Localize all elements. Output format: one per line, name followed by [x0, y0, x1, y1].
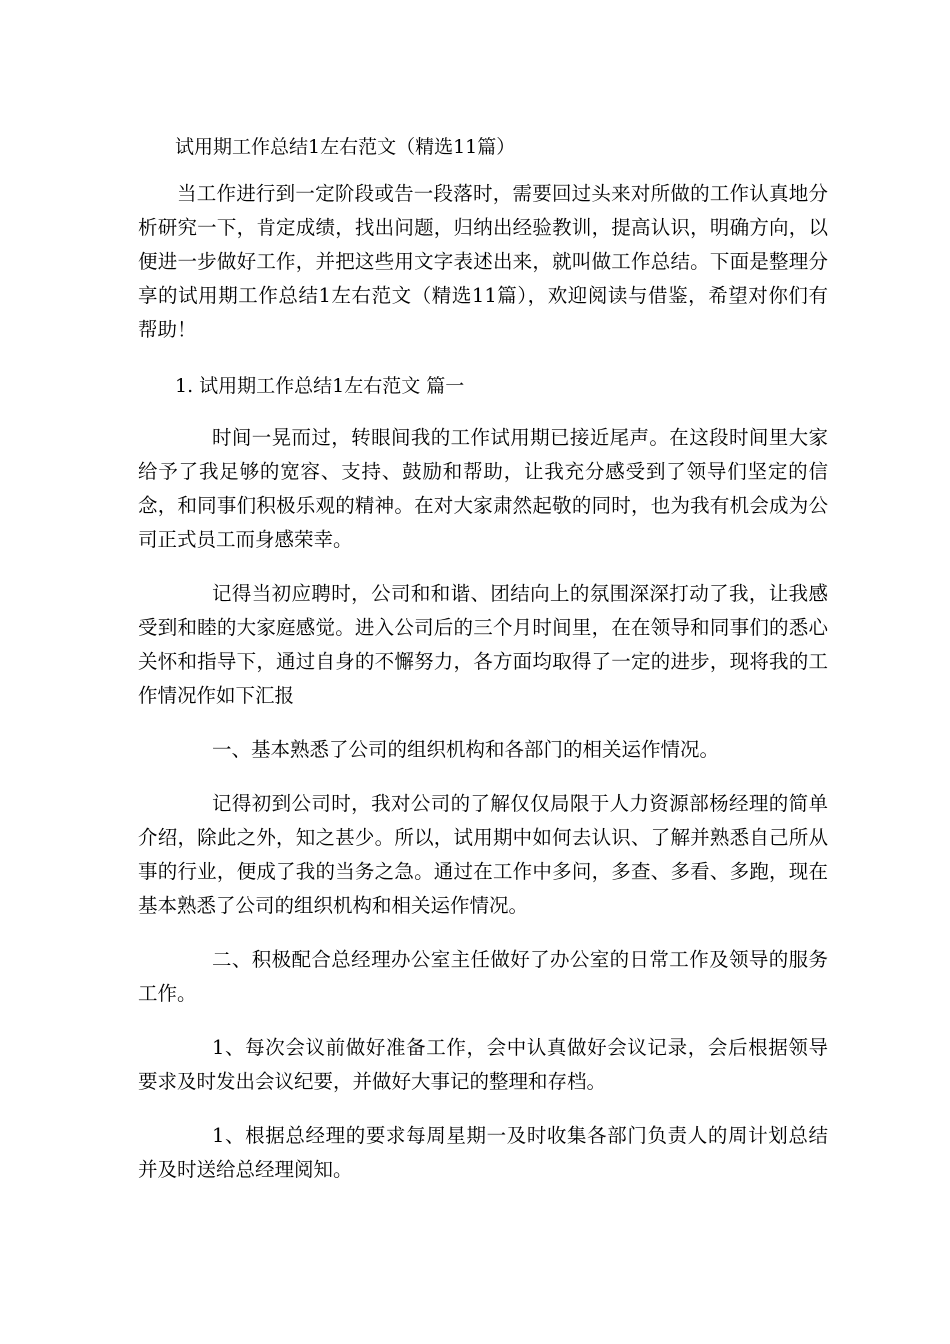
- body-paragraph-7: 1、根据总经理的要求每周星期一及时收集各部门负责人的周计划总结并及时送给总经理阅知。: [138, 1124, 828, 1181]
- section-heading: 1. 试用期工作总结1左右范文 篇一: [175, 375, 465, 397]
- body-paragraph-1: 时间一晃而过，转眼间我的工作试用期已接近尾声。在这段时间里大家给予了我足够的宽容、支持、鼓励和帮助，让我充分感受到了领导们坚定的信念，和同事们积极乐观的精神。在对大家肃然起敬的同时，也为我有机会成为公司正式员工而身感荣幸。: [138, 426, 828, 551]
- body-paragraph-3: 一、基本熟悉了公司的组织机构和各部门的相关运作情况。: [212, 738, 720, 761]
- body-paragraph-6: 1、每次会议前做好准备工作，会中认真做好会议记录，会后根据领导要求及时发出会议纪要，并做好大事记的整理和存档。: [138, 1036, 828, 1093]
- intro-paragraph: 当工作进行到一定阶段或告一段落时，需要回过头来对所做的工作认真地分析研究一下，肯定成绩，找出问题，归纳出经验教训，提高认识，明确方向，以便进一步做好工作，并把这些用文字表述出来，就叫做工作总结。下面是整理分享的试用期工作总结1左右范文（精选11篇），欢迎阅读与借鉴，希望对你们有帮助！: [138, 182, 828, 341]
- body-paragraph-5: 二、积极配合总经理办公室主任做好了办公室的日常工作及领导的服务工作。: [138, 948, 828, 1005]
- body-paragraph-4: 记得初到公司时，我对公司的了解仅仅局限于人力资源部杨经理的简单介绍，除此之外，知之甚少。所以，试用期中如何去认识、了解并熟悉自己所从事的行业，便成了我的当务之急。通过在工作中多问，多查、多看、多跑，现在基本熟悉了公司的组织机构和相关运作情况。: [138, 792, 828, 917]
- body-paragraph-2: 记得当初应聘时，公司和和谐、团结向上的氛围深深打动了我，让我感受到和睦的大家庭感觉。进入公司后的三个月时间里，在在领导和同事们的悉心关怀和指导下，通过自身的不懈努力，各方面均取得了一定的进步，现将我的工作情况作如下汇报: [138, 582, 828, 707]
- document-title: 试用期工作总结1左右范文（精选11篇）: [175, 136, 516, 158]
- document-page: [138, 128, 828, 1207]
